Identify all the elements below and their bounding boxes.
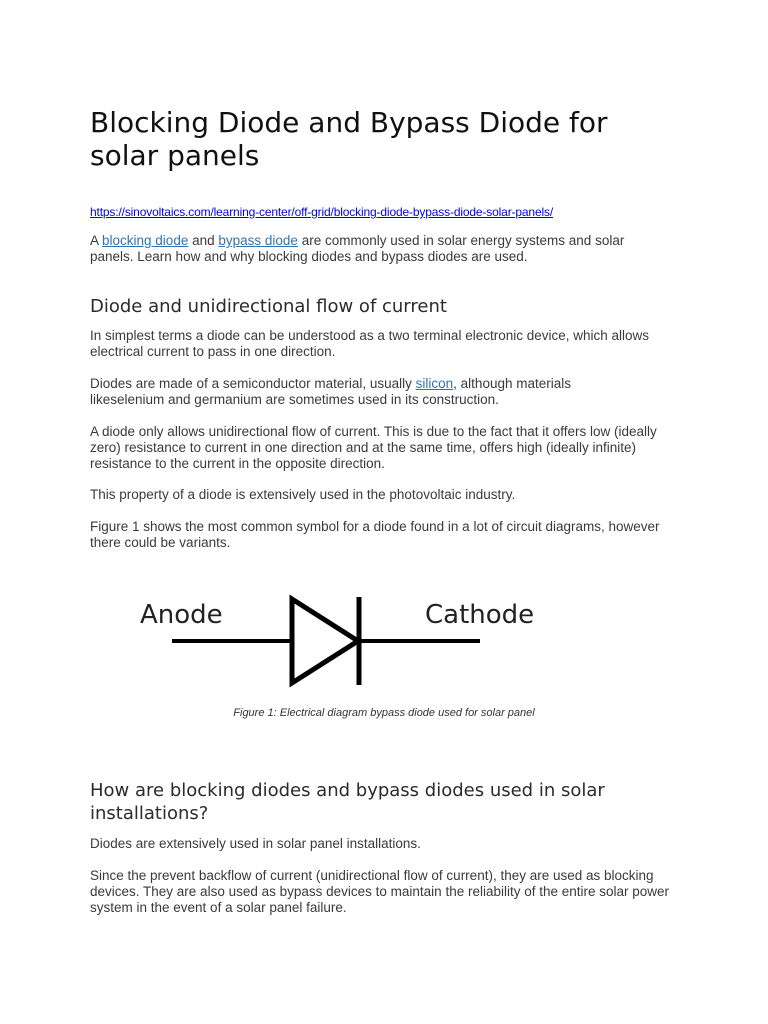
source-url-link[interactable]: https://sinovoltaics.com/learning-center/off-grid/blocking-diode-bypass-diode-solar-panels/ bbox=[90, 205, 554, 219]
intro-paragraph bbox=[90, 233, 670, 265]
paragraph-diode-definition: In simplest terms a diode can be understood as a two terminal electronic device, which allows electrical current to pass in one direction. bbox=[90, 328, 650, 359]
intro-prefix: A bbox=[90, 233, 103, 248]
paragraph-unidirectional: A diode only allows unidirectional flow of current. This is due to the fact that it offers low (ideally zero) resistance to current in one direction and at the same time, offers high (ideally infinite) resistance to the current in the opposite direction. bbox=[90, 424, 657, 471]
diode-symbol-figure bbox=[130, 585, 550, 695]
blocking-diode-link[interactable]: blocking diode bbox=[102, 233, 189, 248]
paragraph-blocking-bypass: Since the prevent backflow of current (unidirectional flow of current), they are used as blocking devices. They are also used as bypass devices to maintain the reliability of the entire solar power system in the event of a solar panel failure. bbox=[90, 868, 670, 915]
section-heading-solar-installations: How are blocking diodes and bypass diodes used in solar installations? bbox=[90, 780, 605, 824]
paragraph-figure-intro: Figure 1 shows the most common symbol for a diode found in a lot of circuit diagrams, however there could be variants. bbox=[90, 519, 660, 550]
bypass-diode-link[interactable]: bypass diode bbox=[218, 233, 298, 248]
paragraph-extensively-used: Diodes are extensively used in solar panel installations. bbox=[90, 836, 421, 851]
silicon-link[interactable]: silicon bbox=[415, 376, 454, 391]
semiconductor-prefix: Diodes are made of a semiconductor material, usually bbox=[90, 376, 416, 391]
intro-middle: and bbox=[188, 233, 219, 248]
paragraph-photovoltaic: This property of a diode is extensively used in the photovoltaic industry. bbox=[90, 487, 516, 502]
section-heading-diode-flow: Diode and unidirectional flow of current bbox=[90, 296, 447, 317]
semiconductor-line2: likeselenium and germanium are sometimes used in its construction. bbox=[90, 392, 499, 407]
semiconductor-suffix: , although materials bbox=[453, 376, 571, 391]
paragraph-semiconductor bbox=[90, 376, 670, 408]
figure-caption: Figure 1: Electrical diagram bypass diode used for solar panel bbox=[233, 707, 535, 719]
anode-label: Anode bbox=[140, 600, 223, 630]
cathode-label: Cathode bbox=[425, 600, 535, 630]
intro-suffix: are commonly used in solar energy systems and solar panels. Learn how and why blocking diodes and bypass diodes are used. bbox=[90, 233, 625, 264]
page-title: Blocking Diode and Bypass Diode for solar panels bbox=[90, 106, 608, 172]
diode-triangle bbox=[292, 599, 358, 683]
